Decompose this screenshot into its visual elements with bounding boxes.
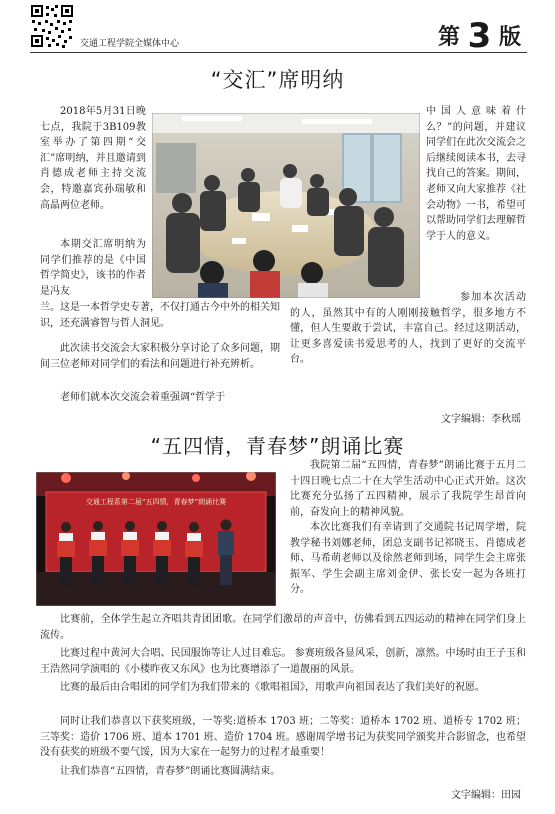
article1-paragraph-4: 老师们就本次交流会着重强调“哲学于 <box>60 392 226 403</box>
article1-paragraph-2a: 本期交汇席明纳为同学们推荐的是《中国哲学简史》，该书的作者是冯友 <box>40 239 146 297</box>
page-suffix: 版 <box>498 25 521 50</box>
header-divider <box>30 52 527 53</box>
article2-paragraph-4: 比赛过程中黄河大合唱、民国服饰等让人过目难忘。 参赛班级各显风采，创新，凛然。中场时由王子玉和王浩然同学演唱的《小楼昨夜又东风》也为比赛增添了一道靓丽的风景。 <box>40 648 526 675</box>
article2-title: “五四情，青春梦”朗诵比赛 <box>150 434 405 458</box>
qr-code <box>30 4 74 48</box>
article1-title: “交汇”席明纳 <box>210 68 345 92</box>
publisher-name: 交通工程学院全媒体中心 <box>80 39 180 49</box>
article1-right-paragraph-1: 中国人意味着什么？”的问题，并建议同学们在此次交流会之后继续阅读本书，去寻找自己的答案。期间，老师又向大家推荐《社会动物》一书，希望可以帮助同学们去理解哲学于人的意义。 <box>426 106 526 242</box>
article1-paragraph-1: 2018年5月31日晚七点，我院于3B109教室举办了第四期“交汇”席明纳，并且邀请到肖德成老师主持交流会，特邀嘉宾孙瑞敏和高晶两位老师。 <box>40 106 146 211</box>
recitation-contest-photo <box>36 472 276 606</box>
article2-paragraph-1: 我院第二届“五四情，青春梦”朗诵比赛于五月二十四日晚七点二十在大学生活动中心正式开始。这次比赛充分弘扬了五四精神，展示了我院学生昂首向前，奋发向上的精神风貌。 <box>290 460 526 518</box>
article1-paragraph-3: 此次读书交流会大家积极分享讨论了众多问题，期间三位老师对同学们的看法和问题进行补充辨析。 <box>40 343 280 370</box>
article1-right-paragraph-2: 参加本次活动的人，虽然其中有的人刚刚接触哲学，很多地方不懂，但人生要敢于尝试，丰富自己。经过这期活动，让更多喜爱读书爱思考的人，找到了更好的交流平台。 <box>290 292 526 366</box>
article2-paragraph-6: 同时让我们恭喜以下获奖班级，一等奖:道桥本 1703 班；二等奖：道桥本 1702 班、道桥专 1702 班；三等奖：造价 1706 班、道本 1701 班、造价 1704 班。感谢周学增书记为获奖同学颁奖并合影留念，也希望没有获奖的班级不要气馁，因为大家在一起努力的过程才最重要！ <box>40 716 526 759</box>
article1-credit: 文字编辑：李秋瑶 <box>441 414 521 425</box>
article2-paragraph-5: 比赛的最后由合唱团的同学们为我们带来的《歌唱祖国》，用歌声向祖国表达了我们美好的祝愿。 <box>60 682 485 693</box>
stage-banner-text: 交通工程系第二届“五四情，青春梦”朗诵比赛 <box>85 498 227 506</box>
page-number: 3 <box>467 16 492 56</box>
page-number-label <box>438 16 521 56</box>
article2-credit: 文字编辑：田园 <box>451 790 521 801</box>
article2-paragraph-2: 本次比赛我们有幸请到了交通院书记周学增，院教学秘书刘娜老师，团总支副书记祁晓玉、肖德成老师、马希萌老师以及徐然老师到场，同学生会主席张振军、学生会副主席刘金伊、张长安一起为各班打分。 <box>290 522 526 596</box>
article1-paragraph-2b: 兰。这是一本哲学史专著，不仅打通古今中外的相关知识，还充满睿智与哲人洞见。 <box>40 302 280 329</box>
article2-paragraph-7: 让我们恭喜“五四情，青春梦”朗诵比赛圆满结束。 <box>60 766 281 777</box>
reading-session-photo <box>152 113 420 298</box>
article2-paragraph-3: 比赛前，全体学生起立齐唱共青团团歌。在同学们激昂的声音中，仿佛看到五四运动的精神在同学们身上流传。 <box>40 614 526 641</box>
page-prefix: 第 <box>437 25 460 50</box>
